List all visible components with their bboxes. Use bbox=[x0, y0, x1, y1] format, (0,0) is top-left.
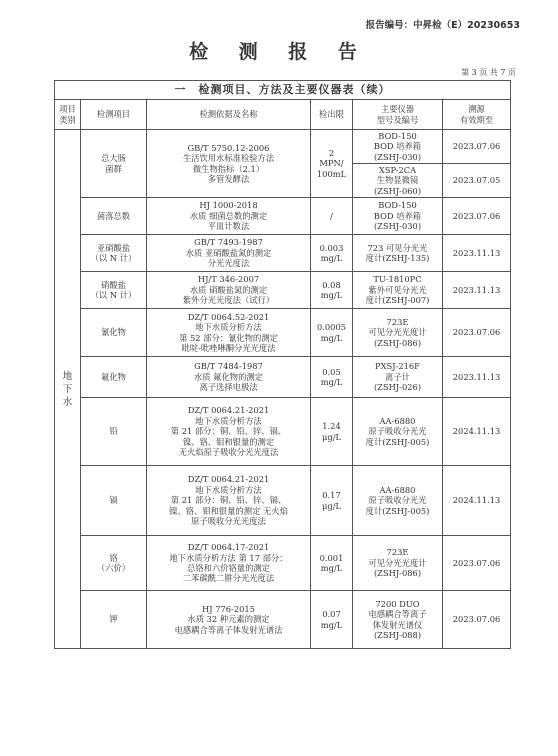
table-row bbox=[55, 536, 511, 591]
table-row bbox=[55, 466, 511, 536]
limit-cell: / bbox=[311, 198, 353, 235]
table-row bbox=[55, 309, 511, 357]
instrument-cell: TU-1810PC 紫外可见分光光 度计(ZSHJ-007) bbox=[353, 272, 443, 309]
trace-date-cell: 2023.07.06 bbox=[443, 198, 511, 235]
item-cell: 亚硝酸盐 （以 N 计） bbox=[81, 235, 147, 272]
method-cell: HJ 776-2015 水质 32 种元素的测定 电感耦合等离子体发射光谱法 bbox=[147, 591, 311, 649]
item-cell: 氟化物 bbox=[81, 357, 147, 398]
table-row bbox=[55, 357, 511, 398]
limit-cell: 0.05 mg/L bbox=[311, 357, 353, 398]
table-row bbox=[55, 398, 511, 466]
limit-cell: 0.07 mg/L bbox=[311, 591, 353, 649]
method-cell: DZ/T 0064.21-2021 地下水质分析方法 第 21 部分：铜、铅、锌、镉、 镍、铬、钼和银量的测定 无火焰原子吸收分光光度法 bbox=[147, 398, 311, 466]
method-cell: GB/T 7493-1987 水质 亚硝酸盐氮的测定 分光光度法 bbox=[147, 235, 311, 272]
trace-date-cell: 2024.11.13 bbox=[443, 398, 511, 466]
limit-cell: 1.24 μg/L bbox=[311, 398, 353, 466]
instrument-cell: BOD-150 BOD 培养箱 (ZSHJ-030) bbox=[353, 130, 443, 164]
item-cell: 铅 bbox=[81, 398, 147, 466]
instrument-cell: XSP-2CA 生物显微镜 (ZSHJ-060) bbox=[353, 164, 443, 198]
table-row bbox=[55, 198, 511, 235]
method-cell: DZ/T 0064.21-2021 地下水质分析方法 第 21 部分：铜、铅、锌、镉、 镍、铬、钼和银量的测定 无火焰 原子吸收分光光度法 bbox=[147, 466, 311, 536]
instrument-cell: BOD-150 BOD 培养箱 (ZSHJ-030) bbox=[353, 198, 443, 235]
trace-date-cell: 2023.11.13 bbox=[443, 272, 511, 309]
item-cell: 氰化物 bbox=[81, 309, 147, 357]
method-cell: GB/T 5750.12-2006 生活饮用水标准检验方法 微生物指标（2.1） 多管发酵法 bbox=[147, 130, 311, 198]
limit-cell: 2 MPN/ 100mL bbox=[311, 130, 353, 198]
header-category: 项目 类别 bbox=[55, 100, 81, 130]
limit-cell: 0.003 mg/L bbox=[311, 235, 353, 272]
limit-cell: 0.001 mg/L bbox=[311, 536, 353, 591]
section-title: 一 检测项目、方法及主要仪器表（续） bbox=[55, 81, 511, 100]
instrument-cell: AA-6880 原子吸收分光光 度计(ZSHJ-005) bbox=[353, 466, 443, 536]
item-cell: 菌落总数 bbox=[81, 198, 147, 235]
item-cell: 硝酸盐 （以 N 计） bbox=[81, 272, 147, 309]
header-item: 检测项目 bbox=[81, 100, 147, 130]
limit-cell: 0.08 mg/L bbox=[311, 272, 353, 309]
page-info: 第 3 页 共 7 页 bbox=[461, 68, 516, 77]
trace-date-cell: 2023.11.13 bbox=[443, 235, 511, 272]
instrument-cell: AA-6880 原子吸收分光光 度计(ZSHJ-005) bbox=[353, 398, 443, 466]
item-cell: 镉 bbox=[81, 466, 147, 536]
header-instrument: 主要仪器 型号及编号 bbox=[353, 100, 443, 130]
method-cell: HJ/T 346-2007 水质 硝酸盐氮的测定 紫外分光光度法（试行） bbox=[147, 272, 311, 309]
item-cell: 铬 （六价） bbox=[81, 536, 147, 591]
method-cell: DZ/T 0064.17-2021 地下水质分析方法 第 17 部分： 总铬和六价铬量的测定 二苯碳酰二肼分光光度法 bbox=[147, 536, 311, 591]
instrument-cell: PXSJ-216F 离子计 (ZSHJ-026) bbox=[353, 357, 443, 398]
table-row bbox=[55, 130, 511, 164]
table-row bbox=[55, 235, 511, 272]
header-limit: 检出限 bbox=[311, 100, 353, 130]
header-trace: 溯源 有效期至 bbox=[443, 100, 511, 130]
category-cell: 地 下 水 bbox=[55, 130, 81, 649]
trace-date-cell: 2023.07.06 bbox=[443, 536, 511, 591]
header-method: 检测依据及名称 bbox=[147, 100, 311, 130]
instrument-cell: 723E 可见分光光度计 (ZSHJ-086) bbox=[353, 309, 443, 357]
method-cell: HJ 1000-2018 水质 细菌总数的测定 平皿计数法 bbox=[147, 198, 311, 235]
table-header bbox=[55, 100, 511, 130]
limit-cell: 0.17 μg/L bbox=[311, 466, 353, 536]
trace-date-cell: 2023.07.06 bbox=[443, 591, 511, 649]
trace-date-cell: 2023.07.06 bbox=[443, 309, 511, 357]
trace-date-cell: 2023.11.13 bbox=[443, 357, 511, 398]
table-row bbox=[55, 272, 511, 309]
instrument-cell: 723 可见分光光 度计(ZSHJ-135) bbox=[353, 235, 443, 272]
report-number: 报告编号：中昇检（E）20230653 bbox=[365, 20, 520, 31]
item-cell: 总大肠 菌群 bbox=[81, 130, 147, 198]
method-cell: GB/T 7484-1987 水质 氟化物的测定 离子选择电极法 bbox=[147, 357, 311, 398]
trace-date-cell: 2023.07.06 bbox=[443, 130, 511, 164]
trace-date-cell: 2023.07.05 bbox=[443, 164, 511, 198]
limit-cell: 0.0005 mg/L bbox=[311, 309, 353, 357]
table-row bbox=[55, 591, 511, 649]
methods-table bbox=[54, 80, 511, 649]
instrument-cell: 7200 DUO 电感耦合等离子 体发射光谱仪 (ZSHJ-088) bbox=[353, 591, 443, 649]
instrument-cell: 723E 可见分光光度计 (ZSHJ-086) bbox=[353, 536, 443, 591]
document-title: 检 测 报 告 bbox=[189, 41, 369, 63]
trace-date-cell: 2024.11.13 bbox=[443, 466, 511, 536]
method-cell: DZ/T 0064.52-2021 地下水质分析方法 第 52 部分：氰化物的测定 吡啶-吡唑啉酮分光光度法 bbox=[147, 309, 311, 357]
item-cell: 钾 bbox=[81, 591, 147, 649]
